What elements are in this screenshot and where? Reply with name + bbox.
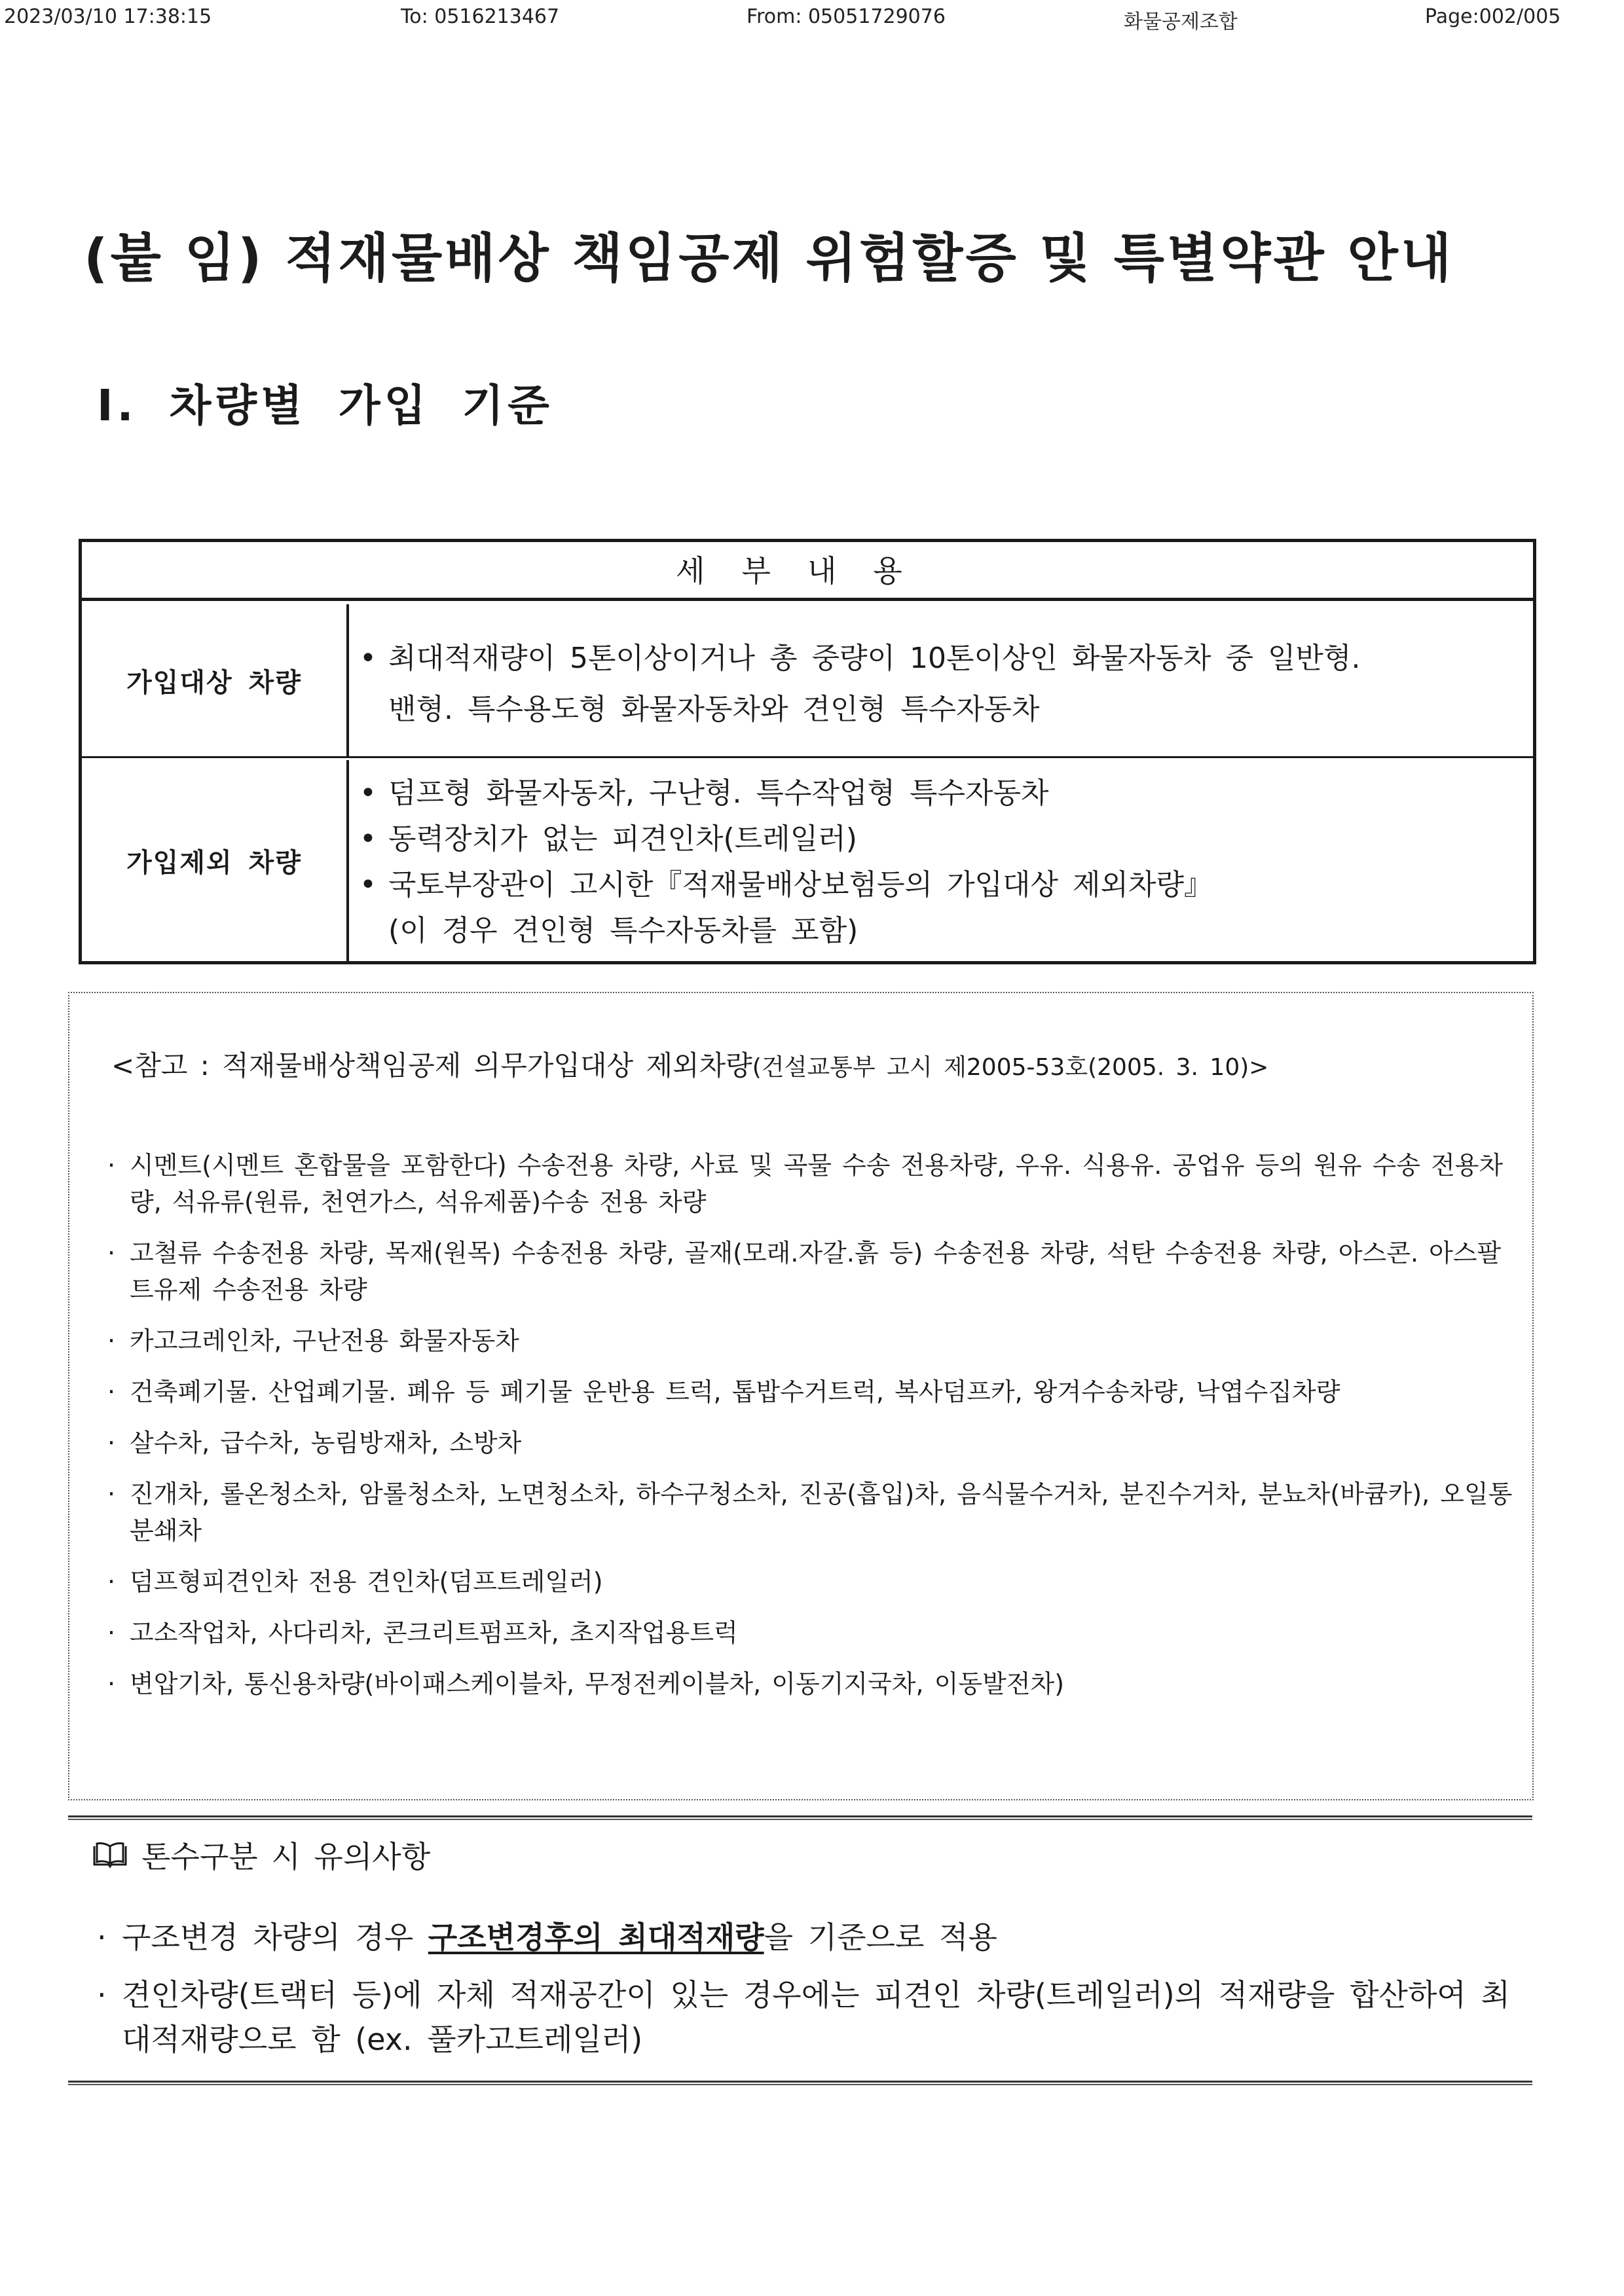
divider-top (68, 1815, 1532, 1820)
fax-sender-name: 화물공제조합 (1124, 10, 1238, 33)
list-item: · 덤프형피견인차 전용 견인차(덤프트레일러) (107, 1567, 603, 1596)
bullet-dot-icon: • (360, 776, 377, 810)
fax-from: From: 05051729076 (747, 5, 946, 28)
list-item: · 고소작업차, 사다리차, 콘크리트펌프차, 초지작업용트럭 (107, 1618, 738, 1647)
reference-box (68, 992, 1534, 1800)
reference-title: <참고 : 적재물배상책임공제 의무가입대상 제외차량(건설교통부 고시 제2005-53호(2005. 3. 10)> (111, 1049, 1269, 1082)
bullet-line-continuation: (이 경우 견인형 특수자동차를 포함) (388, 914, 858, 947)
notes-title: 톤수구분 시 유의사항 (92, 1833, 430, 1876)
fax-datetime: 2023/03/10 17:38:15 (4, 5, 212, 28)
list-item: · 시멘트(시멘트 혼합물을 포함한다) 수송전용 차량, 사료 및 곡물 수송 전용차량, 우유. 식용유. 공업유 등의 원유 수송 전용차량, 석유류(원류, 천연가스, 석유제품)수송 전용 차량 (107, 1151, 1504, 1216)
table-row (82, 604, 1533, 758)
list-item: · 살수차, 급수차, 농림방재차, 소방차 (107, 1429, 522, 1457)
emphasized-text: 구조변경후의 최대적재량 (428, 1920, 764, 1955)
table-header: 세부내용 (82, 542, 1533, 601)
list-item: · 구조변경 차량의 경우 구조변경후의 최대적재량을 기준으로 적용 (97, 1920, 997, 1955)
row-content-excluded (352, 760, 1533, 961)
notes-list (97, 1915, 1524, 2075)
table-row (82, 760, 1533, 961)
bullet-line: • 국토부장관이 고시한『적재물배상보험등의 가입대상 제외차량』 (360, 862, 1513, 908)
fax-page-number: Page:002/005 (1425, 5, 1561, 28)
row-content-eligible (352, 604, 1533, 756)
list-item: · 건축폐기물. 산업폐기물. 폐유 등 폐기물 운반용 트럭, 톱밥수거트럭, 복사덤프카, 왕겨수송차량, 낙엽수집차량 (107, 1377, 1340, 1406)
bullet-dot-icon: • (360, 822, 377, 856)
bullet-dot-icon: • (360, 642, 377, 675)
list-item: · 고철류 수송전용 차량, 목재(원목) 수송전용 차량, 골재(모래.자갈.흙 등) 수송전용 차량, 석탄 수송전용 차량, 아스콘. 아스팔트유제 수송전용 차량 (107, 1239, 1502, 1304)
vehicle-criteria-table (79, 539, 1536, 964)
open-book-icon (92, 1841, 128, 1868)
list-item: · 카고크레인차, 구난전용 화물자동차 (107, 1326, 519, 1355)
row-label-eligible: 가입대상 차량 (82, 604, 349, 756)
fax-header (0, 5, 1624, 38)
list-item: · 진개차, 롤온청소차, 암롤청소차, 노면청소차, 하수구청소차, 진공(흡입)차, 음식물수거차, 분진수거차, 분뇨차(바큠카), 오일통분쇄차 (107, 1480, 1513, 1545)
row-label-excluded: 가입제외 차량 (82, 760, 349, 961)
bullet-line-continuation: 밴형. 특수용도형 화물자동차와 견인형 특수자동차 (388, 693, 1040, 726)
bullet-line: • 덤프형 화물자동차, 구난형. 특수작업형 특수자동차 (360, 771, 1513, 816)
bullet-line: • 최대적재량이 5톤이상이거나 총 중량이 10톤이상인 화물자동차 중 일반형. (360, 633, 1513, 684)
reference-list (107, 1147, 1515, 1717)
divider-bottom (68, 2081, 1532, 2085)
section-title: Ⅰ. 차량별 가입 기준 (97, 380, 553, 431)
bullet-dot-icon: • (360, 868, 377, 902)
page-title: (붙 임) 적재물배상 책임공제 위험할증 및 특별약관 안내 (84, 228, 1454, 289)
list-item: · 변압기차, 통신용차량(바이패스케이블차, 무정전케이블차, 이동기지국차, 이동발전차) (107, 1669, 1065, 1698)
bullet-line: • 동력장치가 없는 피견인차(트레일러) (360, 816, 1513, 862)
list-item: · 견인차량(트랙터 등)에 자체 적재공간이 있는 경우에는 피견인 차량(트레일러)의 적재량을 합산하여 최대적재량으로 함 (ex. 풀카고트레일러) (97, 1977, 1510, 2057)
fax-to: To: 0516213467 (401, 5, 560, 28)
